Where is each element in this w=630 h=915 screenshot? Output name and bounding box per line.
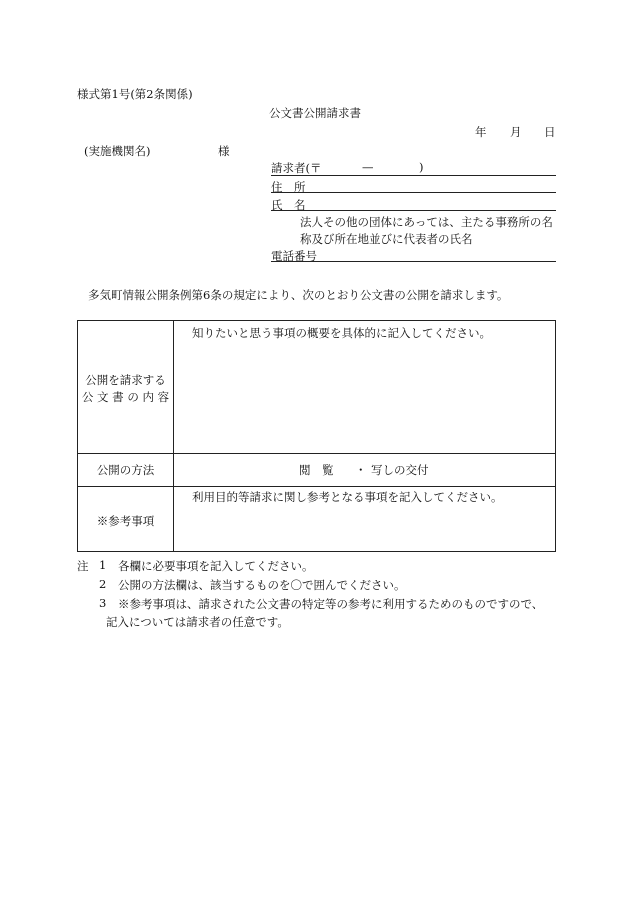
content-input-area[interactable] [174, 341, 555, 451]
note-3-continuation: 記入については請求者の任意です。 [106, 615, 289, 629]
content-hint: 知りたいと思う事項の概要を具体的に記入してください。 [192, 326, 491, 340]
remarks-label: ※参考事項 [96, 514, 155, 528]
date-year-label: 年 [475, 125, 487, 139]
remarks-input-area[interactable] [174, 505, 555, 551]
notes-prefix: 注 [77, 559, 89, 573]
method-separator: ・ [355, 463, 367, 477]
corp-note-line1: 法人その他の団体にあっては、主たる事務所の名 [300, 215, 553, 229]
name-field[interactable] [271, 194, 556, 211]
note-1-number: 1 [99, 558, 107, 572]
requester-postal-label: 請求者(〒 [271, 161, 322, 175]
method-option-view[interactable]: 閲 覧 [299, 463, 334, 477]
note-3-number: 3 [99, 596, 107, 610]
request-table [77, 320, 556, 552]
date-month-label: 月 [510, 125, 522, 139]
content-label-line1: 公開を請求する [85, 373, 166, 387]
form-title: 公文書公開請求書 [269, 106, 361, 120]
phone-field[interactable] [271, 245, 556, 262]
note-2-number: 2 [99, 577, 107, 591]
postal-dash: — [362, 160, 374, 174]
phone-label: 電話番号 [271, 249, 317, 263]
postal-close-paren: ) [419, 160, 424, 174]
name-label: 氏 名 [271, 198, 306, 212]
address-field[interactable] [271, 176, 556, 193]
form-number: 様式第1号(第2条関係) [77, 87, 193, 101]
agency-honorific: 様 [218, 144, 230, 158]
note-2-text: 公開の方法欄は、該当するものを〇で囲んでください。 [118, 578, 406, 592]
method-label: 公開の方法 [96, 463, 155, 477]
date-day-label: 日 [544, 125, 556, 139]
note-1-text: 各欄に必要事項を記入してください。 [118, 559, 314, 573]
address-label: 住 所 [271, 180, 306, 194]
remarks-hint: 利用目的等請求に関し参考となる事項を記入してください。 [192, 490, 503, 504]
intro-text: 多気町情報公開条例第6条の規定により、次のとおり公文書の公開を請求します。 [88, 288, 509, 302]
corp-note-line2: 称及び所在地並びに代表者の氏名 [300, 232, 473, 246]
table-row-divider-2 [78, 486, 555, 487]
method-option-copy[interactable]: 写しの交付 [371, 463, 429, 477]
table-row-divider-1 [78, 453, 555, 454]
postal-underline[interactable] [271, 159, 556, 176]
agency-label: (実施機関名) [84, 144, 151, 158]
note-3-text: ※参考事項は、請求された公文書の特定等の参考に利用するためのものですので、 [118, 597, 544, 611]
content-label-line2: 公 文 書 の 内 容 [81, 390, 170, 404]
